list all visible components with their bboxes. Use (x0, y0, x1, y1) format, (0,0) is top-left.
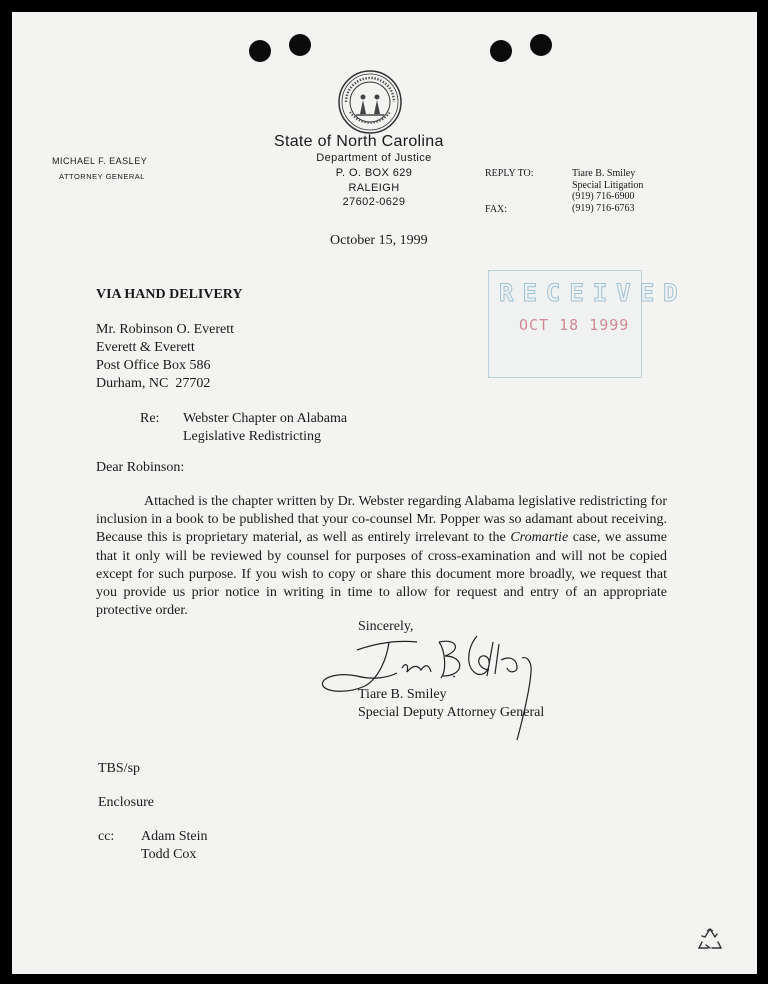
reply-division: Special Litigation (572, 180, 644, 191)
letter-date: October 15, 1999 (330, 233, 428, 248)
reply-to-label: REPLY TO: (485, 168, 534, 179)
valediction: Sincerely, (358, 619, 414, 634)
fax-label: FAX: (485, 204, 508, 215)
fax-number: (919) 716-6763 (572, 203, 635, 214)
reply-name: Tiare B. Smiley (572, 168, 636, 179)
stamp-received-text: RECEIVED (499, 279, 687, 307)
letterhead-zip: 27602-0629 (342, 196, 406, 208)
signer-title: Special Deputy Attorney General (358, 705, 545, 720)
letterhead-city: RALEIGH (348, 182, 400, 194)
punch-hole-1 (249, 40, 271, 62)
recipient-address-line-1: Post Office Box 586 (96, 358, 211, 373)
attorney-general-name: MICHAEL F. EASLEY (52, 156, 148, 166)
body-text-part-1: Attached is the chapter written by Dr. Webster regarding Alabama legislative redistricting for inclusion in a book to be published that your co-counsel Mr. Popper was so adamant about receiving. Because this is proprietary material, as well as entirely irrelevant to the (96, 494, 667, 546)
body-paragraph (96, 493, 667, 620)
subject-line-1: Webster Chapter on Alabama (183, 411, 348, 426)
typist-initials: TBS/sp (98, 761, 141, 776)
recipient-address-line-2: Durham, NC 27702 (96, 376, 211, 391)
delivery-method: VIA HAND DELIVERY (96, 287, 243, 302)
enclosure-note: Enclosure (98, 795, 154, 810)
letterhead-department: Department of Justice (316, 152, 432, 164)
salutation: Dear Robinson: (96, 460, 185, 475)
punch-hole-4 (530, 34, 552, 56)
signer-name: Tiare B. Smiley (358, 687, 447, 702)
case-name: Cromartie (510, 530, 569, 546)
punch-hole-2 (289, 34, 311, 56)
letter-page (12, 12, 757, 974)
reply-phone: (919) 716-6900 (572, 191, 635, 202)
recycle-icon (696, 926, 724, 952)
recipient-firm: Everett & Everett (96, 340, 195, 355)
cc-recipient: Todd Cox (141, 847, 197, 862)
recipient-name: Mr. Robinson O. Everett (96, 322, 235, 337)
stamp-date: OCT 18 1999 (519, 316, 630, 334)
received-stamp (488, 270, 687, 378)
body-text-part-2: case, we assume that it only will be reviewed by counsel for purposes of cross-examination and will not be copied except for such purpose. If you wish to copy or share this document more broadly, we request that you provide us prior notice in writing in time to allow for request and entry of an appropriate protective order. (96, 530, 667, 619)
punch-hole-3 (490, 40, 512, 62)
cc-recipient: Adam Stein (141, 829, 208, 844)
letterhead-po-box: P. O. BOX 629 (335, 167, 413, 179)
attorney-general-title: ATTORNEY GENERAL (59, 172, 145, 181)
subject-label: Re: (140, 411, 160, 426)
state-seal-icon (338, 70, 402, 134)
letterhead-state: State of North Carolina (274, 133, 444, 150)
subject-line-2: Legislative Redistricting (183, 429, 322, 444)
cc-label: cc: (98, 829, 115, 844)
